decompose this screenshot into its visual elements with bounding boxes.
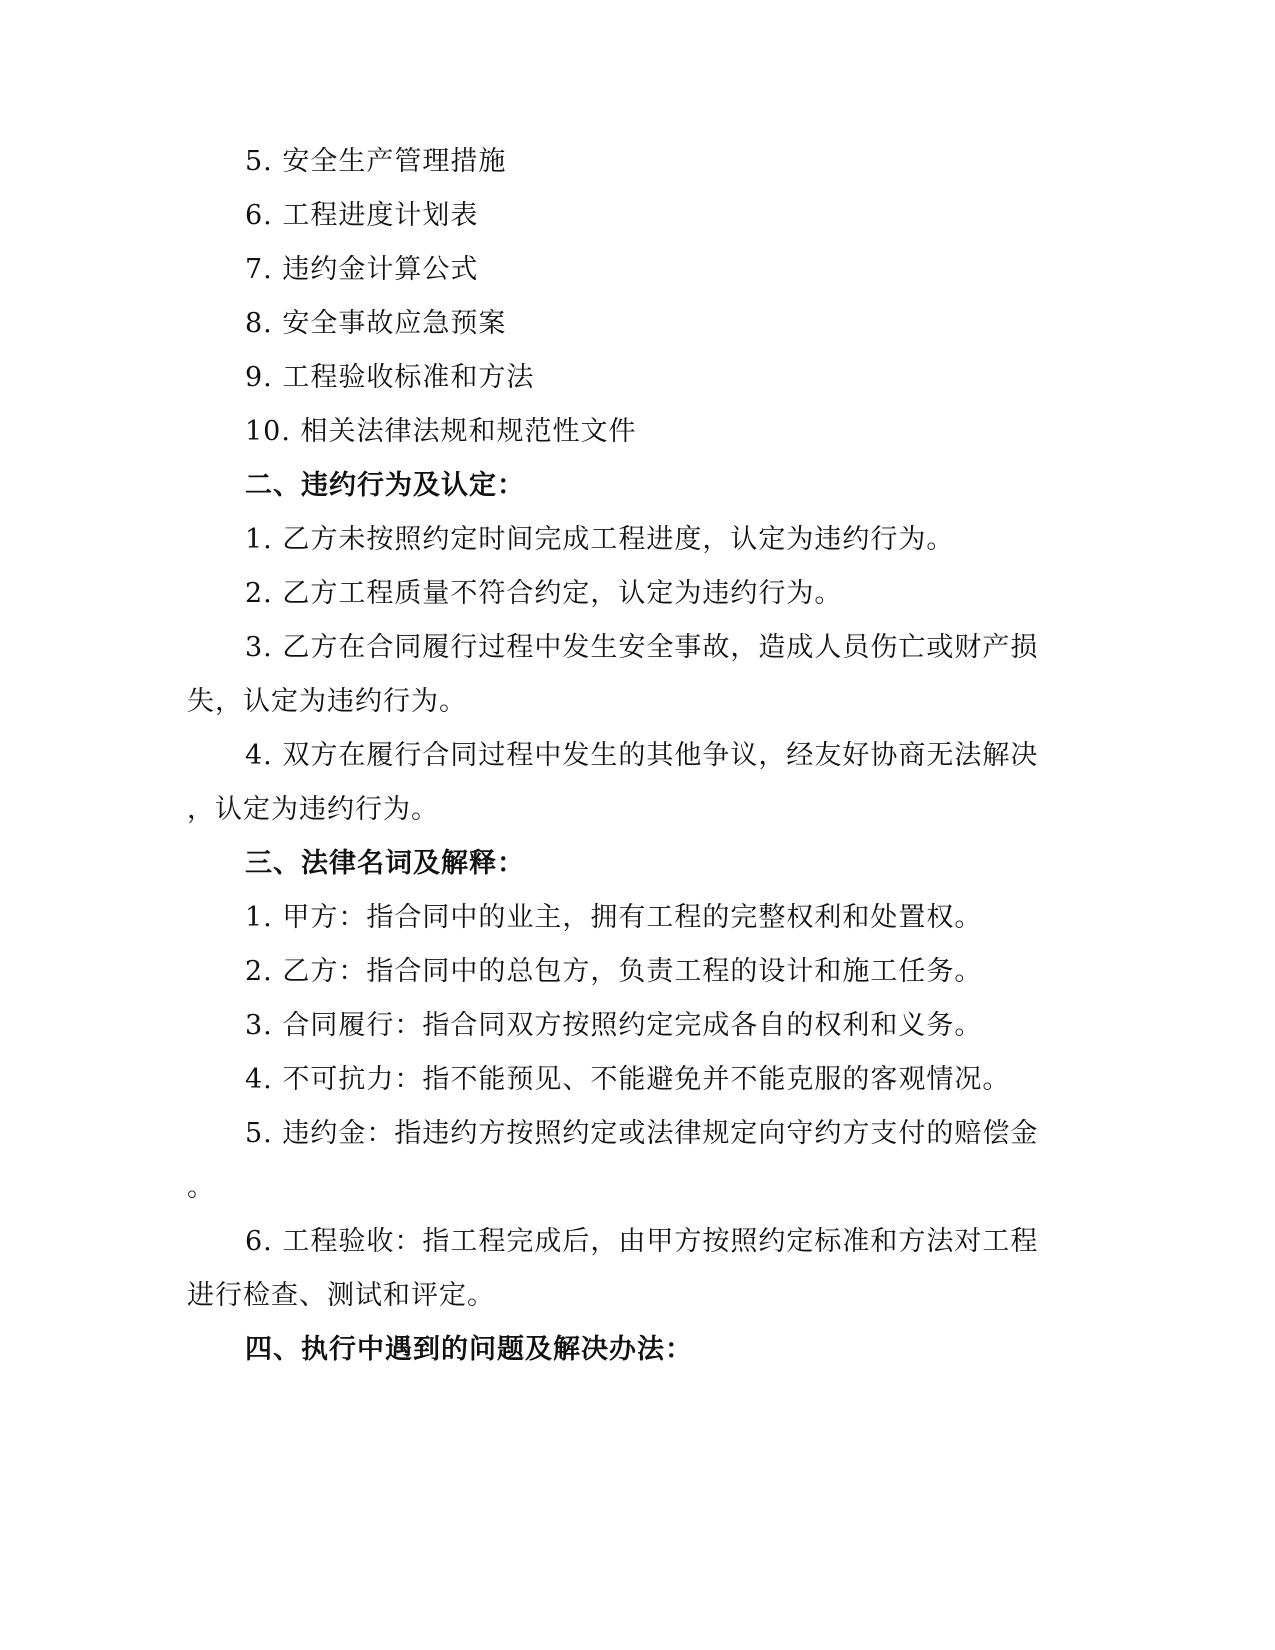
section3-item-4: 4. 不可抗力：指不能预见、不能避免并不能克服的客观情况。 xyxy=(245,1064,1011,1095)
attachment-item-10: 10. 相关法律法规和规范性文件 xyxy=(245,416,637,447)
section4-heading: 四、执行中遇到的问题及解决办法： xyxy=(245,1334,693,1365)
section2-item-4: 4. 双方在履行合同过程中发生的其他争议，经友好协商无法解决 xyxy=(245,740,1039,771)
attachment-item-7: 7. 违约金计算公式 xyxy=(245,254,479,285)
attachment-item-8: 8. 安全事故应急预案 xyxy=(245,308,507,339)
section3-item-5: 5. 违约金：指违约方按照约定或法律规定向守约方支付的赔偿金 xyxy=(245,1118,1039,1149)
section3-item-6-cont: 进行检查、测试和评定。 xyxy=(187,1280,495,1311)
section3-item-2: 2. 乙方：指合同中的总包方，负责工程的设计和施工任务。 xyxy=(245,956,983,987)
section2-item-2: 2. 乙方工程质量不符合约定，认定为违约行为。 xyxy=(245,578,843,609)
attachment-item-6: 6. 工程进度计划表 xyxy=(245,200,479,231)
attachment-item-5: 5. 安全生产管理措施 xyxy=(245,146,507,177)
section2-item-4-cont: ，认定为违约行为。 xyxy=(187,794,439,825)
section3-item-5-cont: 。 xyxy=(187,1172,215,1203)
section3-item-1: 1. 甲方：指合同中的业主，拥有工程的完整权利和处置权。 xyxy=(245,902,983,933)
section2-heading: 二、违约行为及认定： xyxy=(245,470,525,501)
section2-item-3-cont: 失，认定为违约行为。 xyxy=(187,686,467,717)
section3-item-6: 6. 工程验收：指工程完成后，由甲方按照约定标准和方法对工程 xyxy=(245,1226,1039,1257)
section2-item-1: 1. 乙方未按照约定时间完成工程进度，认定为违约行为。 xyxy=(245,524,955,555)
section3-heading: 三、法律名词及解释： xyxy=(245,848,525,879)
section2-item-3: 3. 乙方在合同履行过程中发生安全事故，造成人员伤亡或财产损 xyxy=(245,632,1039,663)
attachment-item-9: 9. 工程验收标准和方法 xyxy=(245,362,535,393)
section3-item-3: 3. 合同履行：指合同双方按照约定完成各自的权利和义务。 xyxy=(245,1010,983,1041)
